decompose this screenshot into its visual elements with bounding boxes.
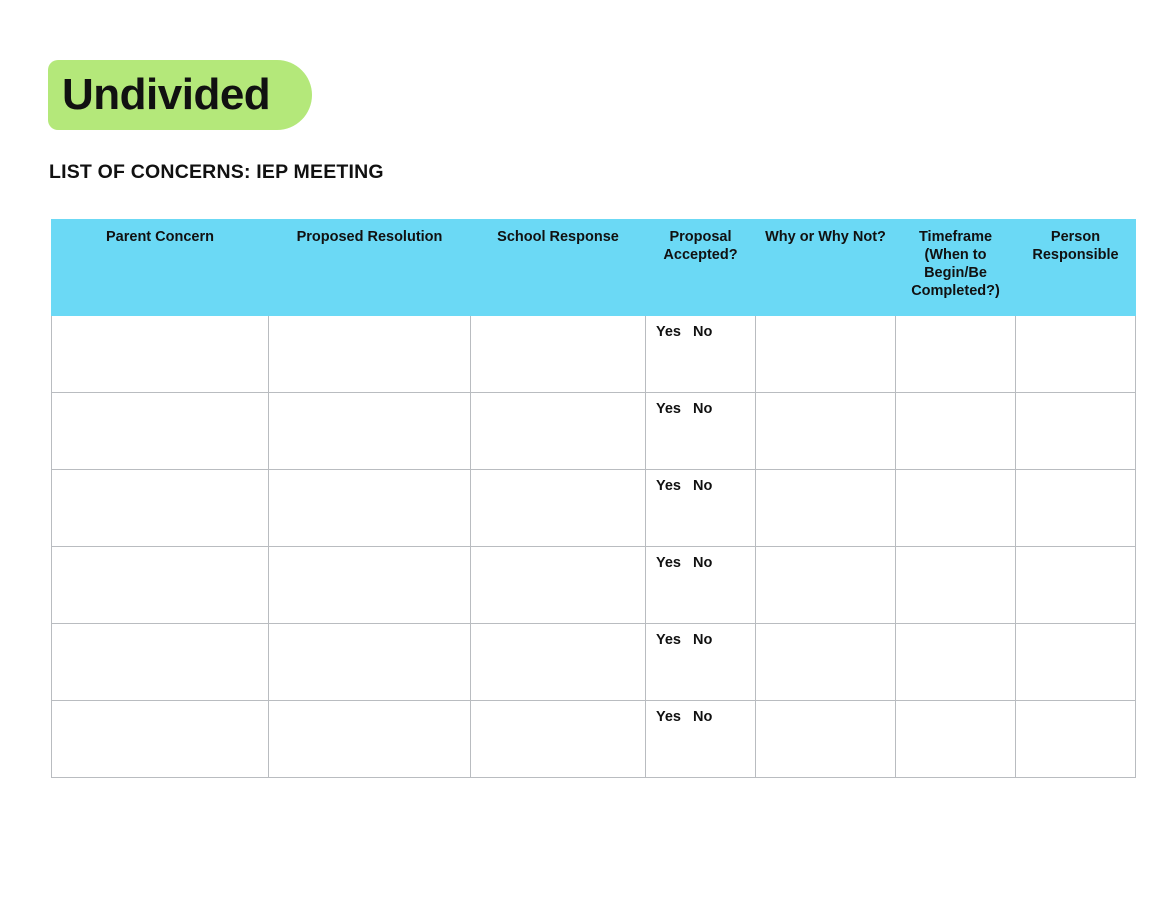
cell-proposal-accepted[interactable]: [646, 470, 756, 547]
cell-parent-concern[interactable]: [52, 316, 269, 393]
cell-timeframe[interactable]: [896, 547, 1016, 624]
table-body: [52, 316, 1136, 778]
cell-school-response[interactable]: [471, 316, 646, 393]
cell-why-or-why-not[interactable]: [756, 316, 896, 393]
cell-parent-concern[interactable]: [52, 701, 269, 778]
cell-school-response[interactable]: [471, 701, 646, 778]
table-row: [52, 393, 1136, 470]
cell-why-or-why-not[interactable]: [756, 624, 896, 701]
cell-school-response[interactable]: [471, 393, 646, 470]
brand-logo-text: Undivided: [62, 70, 271, 119]
table-row: [52, 316, 1136, 393]
cell-parent-concern[interactable]: [52, 393, 269, 470]
cell-timeframe[interactable]: [896, 701, 1016, 778]
cell-parent-concern[interactable]: [52, 470, 269, 547]
yes-option[interactable]: Yes: [656, 324, 681, 340]
cell-why-or-why-not[interactable]: [756, 701, 896, 778]
cell-proposed-resolution[interactable]: [269, 316, 471, 393]
cell-person-responsible[interactable]: [1016, 547, 1136, 624]
cell-proposal-accepted[interactable]: [646, 547, 756, 624]
no-option[interactable]: No: [693, 555, 713, 571]
column-header-timeframe: Timeframe (When to Begin/Be Completed?): [896, 220, 1016, 316]
no-option[interactable]: No: [693, 401, 713, 417]
cell-person-responsible[interactable]: [1016, 393, 1136, 470]
cell-proposed-resolution[interactable]: [269, 624, 471, 701]
cell-person-responsible[interactable]: [1016, 701, 1136, 778]
cell-why-or-why-not[interactable]: [756, 547, 896, 624]
no-option[interactable]: No: [693, 709, 713, 725]
table-row: [52, 624, 1136, 701]
cell-proposed-resolution[interactable]: [269, 470, 471, 547]
column-header-proposed-resolution: Proposed Resolution: [269, 220, 471, 316]
cell-proposed-resolution[interactable]: [269, 701, 471, 778]
column-header-parent-concern: Parent Concern: [52, 220, 269, 316]
cell-person-responsible[interactable]: [1016, 470, 1136, 547]
cell-school-response[interactable]: [471, 624, 646, 701]
cell-person-responsible[interactable]: [1016, 316, 1136, 393]
cell-proposed-resolution[interactable]: [269, 393, 471, 470]
cell-parent-concern[interactable]: [52, 547, 269, 624]
table-row: [52, 470, 1136, 547]
cell-school-response[interactable]: [471, 470, 646, 547]
cell-proposal-accepted[interactable]: [646, 316, 756, 393]
yes-option[interactable]: Yes: [656, 709, 681, 725]
yes-option[interactable]: Yes: [656, 401, 681, 417]
no-option[interactable]: No: [693, 632, 713, 648]
cell-why-or-why-not[interactable]: [756, 470, 896, 547]
cell-proposal-accepted[interactable]: [646, 624, 756, 701]
cell-timeframe[interactable]: [896, 393, 1016, 470]
column-header-proposal-accepted: Proposal Accepted?: [646, 220, 756, 316]
table-header-row: [52, 220, 1136, 316]
yes-option[interactable]: Yes: [656, 555, 681, 571]
column-header-school-response: School Response: [471, 220, 646, 316]
cell-timeframe[interactable]: [896, 624, 1016, 701]
cell-proposed-resolution[interactable]: [269, 547, 471, 624]
cell-timeframe[interactable]: [896, 470, 1016, 547]
cell-person-responsible[interactable]: [1016, 624, 1136, 701]
page-title: LIST OF CONCERNS: IEP MEETING: [49, 161, 384, 183]
cell-school-response[interactable]: [471, 547, 646, 624]
table-row: [52, 701, 1136, 778]
cell-proposal-accepted[interactable]: [646, 393, 756, 470]
column-header-why-or-why-not: Why or Why Not?: [756, 220, 896, 316]
no-option[interactable]: No: [693, 478, 713, 494]
no-option[interactable]: No: [693, 324, 713, 340]
list-of-concerns-table: [51, 219, 1136, 778]
cell-proposal-accepted[interactable]: [646, 701, 756, 778]
yes-option[interactable]: Yes: [656, 478, 681, 494]
column-header-person-responsible: Person Responsible: [1016, 220, 1136, 316]
cell-parent-concern[interactable]: [52, 624, 269, 701]
cell-timeframe[interactable]: [896, 316, 1016, 393]
brand-logo: [48, 60, 312, 130]
table-row: [52, 547, 1136, 624]
cell-why-or-why-not[interactable]: [756, 393, 896, 470]
yes-option[interactable]: Yes: [656, 632, 681, 648]
